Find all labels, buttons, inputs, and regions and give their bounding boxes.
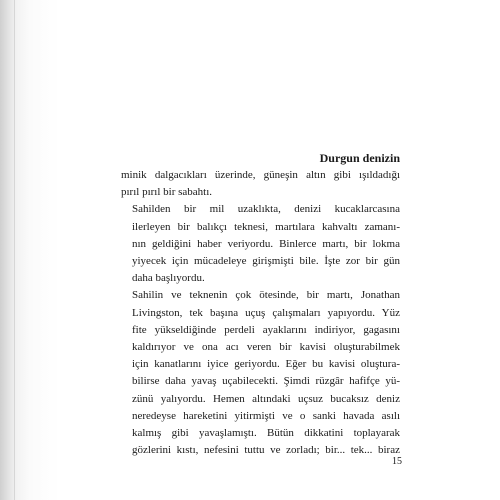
text-line: minik dalgacıkları üzerinde, güneşin altın gibi ışıldadığı <box>121 169 400 181</box>
page-text-block <box>121 150 400 459</box>
text-line: daha başlıyordu. <box>132 272 205 285</box>
text-line: için kanatlarını iyice geriyordu. Eğer bu kavisi oluştura- <box>132 358 400 371</box>
text-line: kaldırıyor ve ona acı veren bir kavisi oluşturabilmek <box>132 341 400 354</box>
chapter-title: Durgun denizin <box>319 151 400 165</box>
text-line: zünü yalıyordu. Hemen altındaki uçsuz bucaksız deniz <box>132 392 400 405</box>
text-line: neredeyse hareketini yitirmişti ve o sanki havada asılı <box>132 409 400 422</box>
text-line: fite yükseldiğinde perdeli ayaklarını indiriyor, gagasını <box>132 323 400 336</box>
text-line: nın geldiğini haber veriyordu. Binlerce martı, bir lokma <box>132 237 400 250</box>
paragraph-3 <box>121 287 400 459</box>
text-line: Livingston, tek başına uçuş çalışmaları yapıyordu. Yüz <box>132 306 400 319</box>
text-line: Sahilden bir mil uzaklıkta, denizi kucaklarcasına <box>132 203 400 216</box>
gutter-edge-line <box>14 0 15 500</box>
text-line: kalmış gibi yavaşlamıştı. Bütün dikkatini toplayarak <box>132 427 400 440</box>
text-line: ilerleyen bir balıkçı teknesi, martılara kahvaltı zamanı- <box>132 220 400 233</box>
paragraph-1 <box>121 167 400 201</box>
text-line: yiyecek için mücadeleye girişmişti bile. İşte zor bir gün <box>132 255 400 268</box>
text-line: Sahilin ve teknenin çok ötesinde, bir martı, Jonathan <box>132 289 400 302</box>
paragraph-2 <box>121 201 400 287</box>
page-number: 15 <box>392 456 402 467</box>
text-line: pırıl pırıl bir sabahtı. <box>121 186 213 199</box>
book-gutter-shadow <box>0 0 108 500</box>
text-line: bilirse daha yavaş uçabilecekti. Şimdi rüzgâr hafifçe yü- <box>132 375 400 388</box>
text-line: gözlerini kıstı, nefesini tuttu ve zorladı; bir... tek... biraz <box>132 444 400 457</box>
